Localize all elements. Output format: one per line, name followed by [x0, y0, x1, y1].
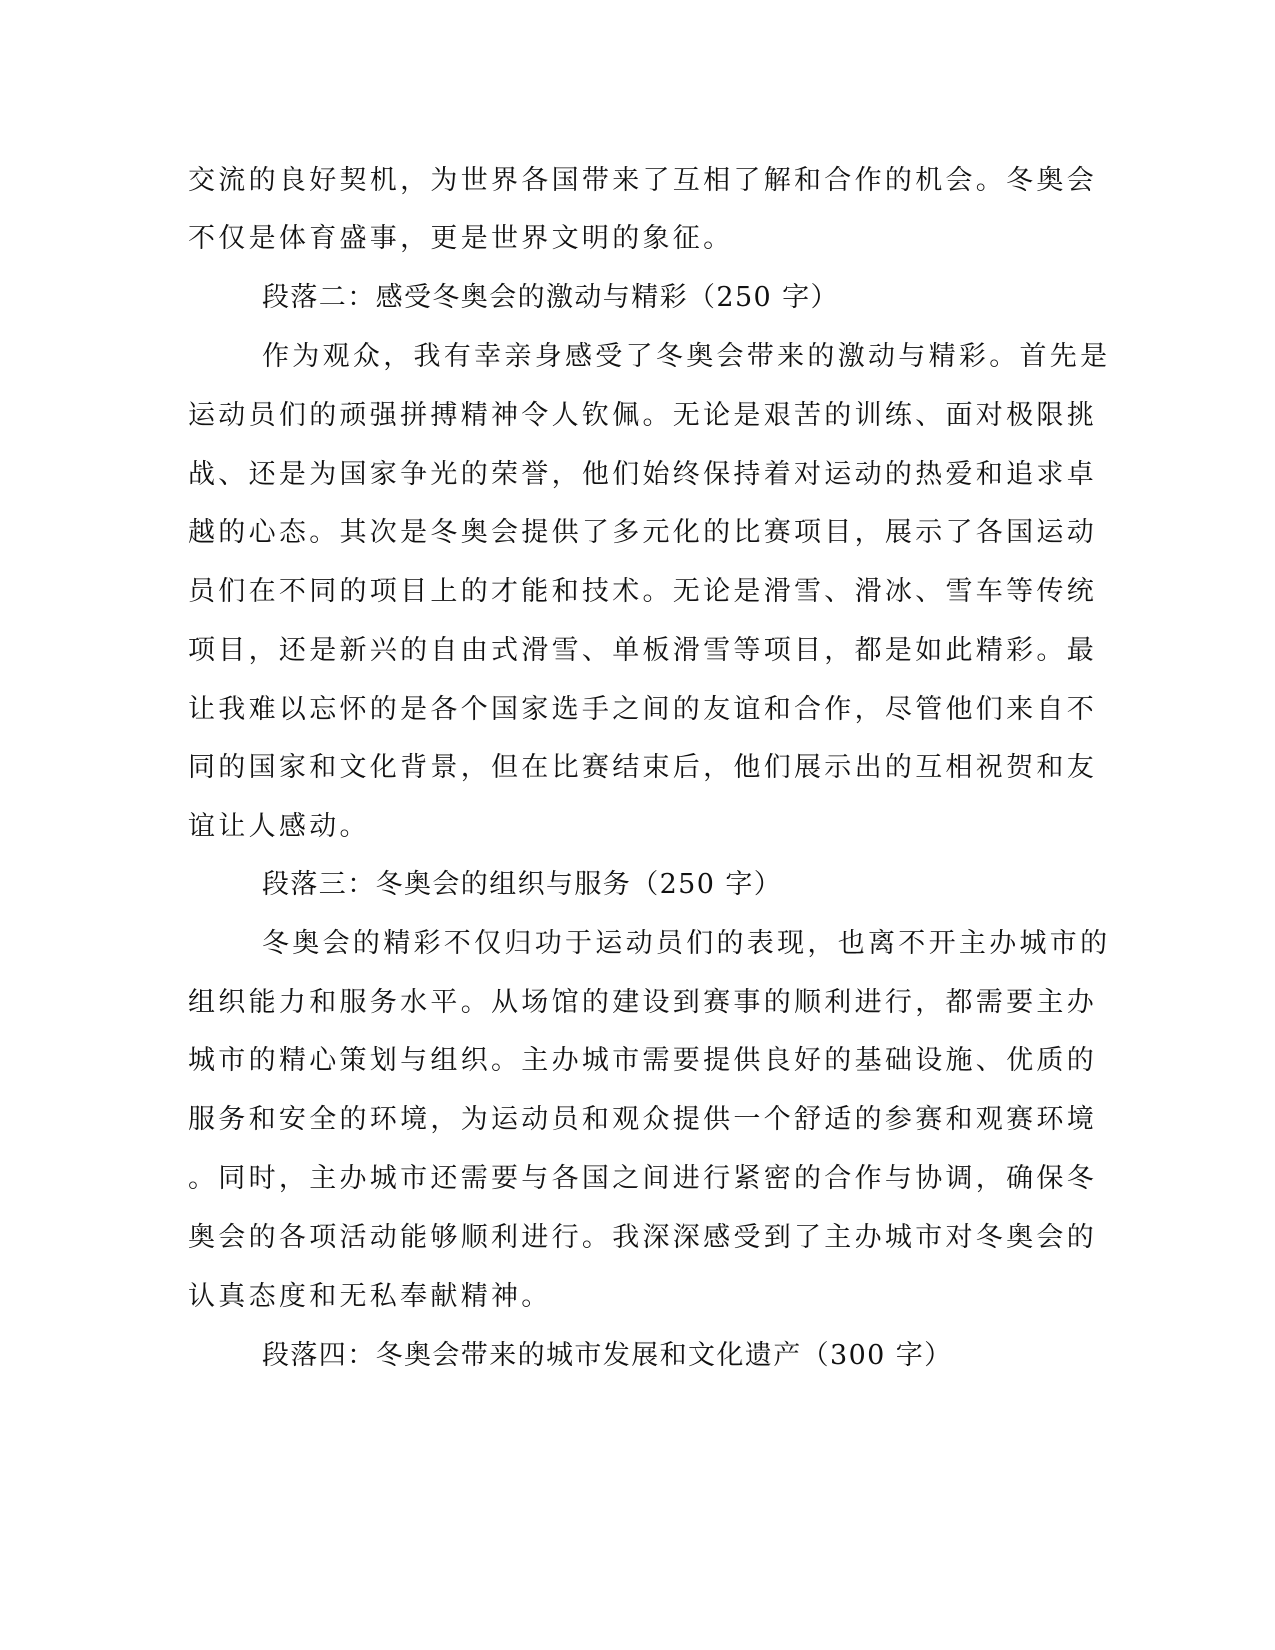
text-line: 组织能力和服务水平。从场馆的建设到赛事的顺利进行，都需要主办 [188, 987, 1097, 1018]
text-line: 同的国家和文化背景，但在比赛结束后，他们展示出的互相祝贺和友 [188, 752, 1097, 783]
text-line: 交流的良好契机，为世界各国带来了互相了解和合作的机会。冬奥会 [188, 165, 1097, 196]
section-heading-2: 段落二：感受冬奥会的激动与精彩（250 字） [262, 282, 839, 313]
text-line: 。同时，主办城市还需要与各国之间进行紧密的合作与协调，确保冬 [188, 1163, 1097, 1194]
text-line: 冬奥会的精彩不仅归功于运动员们的表现，也离不开主办城市的 [262, 928, 1111, 959]
text-line: 员们在不同的项目上的才能和技术。无论是滑雪、滑冰、雪车等传统 [188, 576, 1097, 607]
text-line: 认真态度和无私奉献精神。 [188, 1281, 552, 1312]
text-line: 项目，还是新兴的自由式滑雪、单板滑雪等项目，都是如此精彩。最 [188, 635, 1097, 666]
text-line: 谊让人感动。 [188, 811, 370, 842]
text-line: 城市的精心策划与组织。主办城市需要提供良好的基础设施、优质的 [188, 1045, 1097, 1076]
text-line: 运动员们的顽强拼搏精神令人钦佩。无论是艰苦的训练、面对极限挑 [188, 400, 1097, 431]
text-line: 战、还是为国家争光的荣誉，他们始终保持着对运动的热爱和追求卓 [188, 459, 1097, 490]
text-line: 越的心态。其次是冬奥会提供了多元化的比赛项目，展示了各国运动 [188, 517, 1097, 548]
text-line: 服务和安全的环境，为运动员和观众提供一个舒适的参赛和观赛环境 [188, 1104, 1097, 1135]
text-line: 让我难以忘怀的是各个国家选手之间的友谊和合作，尽管他们来自不 [188, 694, 1097, 725]
text-line: 作为观众，我有幸亲身感受了冬奥会带来的激动与精彩。首先是 [262, 341, 1111, 372]
text-line: 奥会的各项活动能够顺利进行。我深深感受到了主办城市对冬奥会的 [188, 1222, 1097, 1253]
section-heading-3: 段落三：冬奥会的组织与服务（250 字） [262, 869, 783, 900]
section-heading-4: 段落四：冬奥会带来的城市发展和文化遗产（300 字） [262, 1340, 953, 1371]
text-line: 不仅是体育盛事，更是世界文明的象征。 [188, 223, 734, 254]
